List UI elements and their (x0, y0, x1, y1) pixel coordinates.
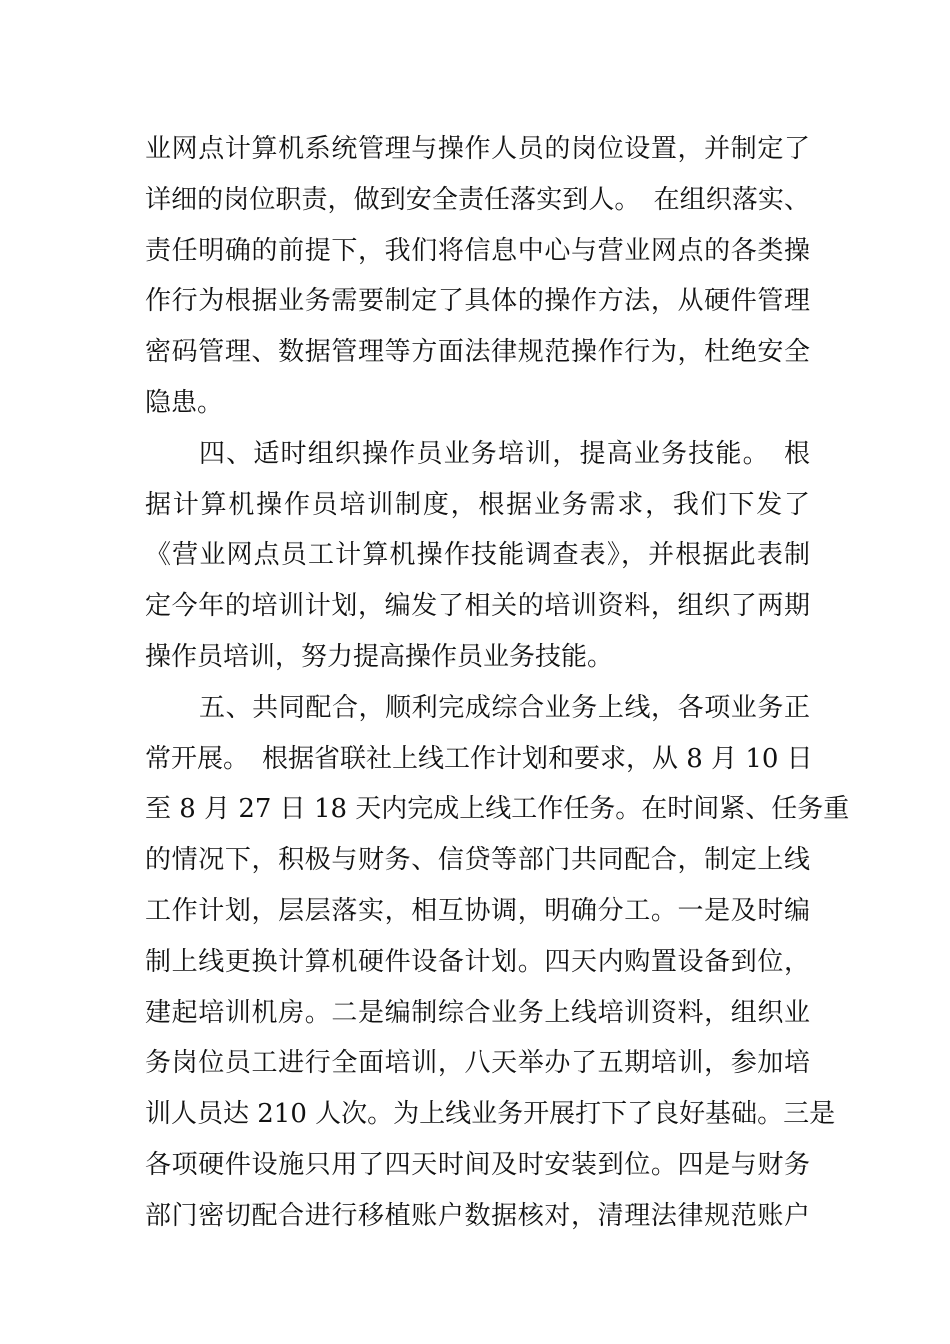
text-line: 训人员达 210 人次。为上线业务开展打下了良好基础。三是 (145, 1099, 836, 1130)
section-heading-line: 四、适时组织操作员业务培训，提高业务技能。 根 (199, 438, 810, 469)
body-text (145, 124, 850, 1242)
text-line: 详细的岗位职责，做到安全责任落实到人。 在组织落实、 (145, 184, 810, 215)
text-line: 隐患。 (145, 387, 224, 418)
text-line: 至 8 月 27 日 18 天内完成上线工作任务。在时间紧、任务重 (145, 794, 850, 825)
text-line: 作行为根据业务需要制定了具体的操作方法，从硬件管理 (145, 286, 810, 317)
text-line: 责任明确的前提下，我们将信息中心与营业网点的各类操 (145, 235, 810, 266)
text-line: 制上线更换计算机硬件设备计划。四天内购置设备到位， (145, 946, 810, 977)
text-line: 密码管理、数据管理等方面法律规范操作行为，杜绝安全 (145, 337, 810, 368)
text-line: 业网点计算机系统管理与操作人员的岗位设置，并制定了 (145, 134, 810, 164)
text-line: 各项硬件设施只用了四天时间及时安装到位。四是与财务 (145, 1149, 810, 1180)
text-line: 的情况下，积极与财务、信贷等部门共同配合，制定上线 (145, 845, 810, 876)
text-line: 定今年的培训计划，编发了相关的培训资料，组织了两期 (145, 591, 810, 622)
text-line: 操作员培训，努力提高操作员业务技能。 (145, 641, 614, 672)
text-line: 务岗位员工进行全面培训，八天举办了五期培训，参加培 (145, 1048, 810, 1079)
text-line: 常开展。 根据省联社上线工作计划和要求，从 8 月 10 日 (145, 743, 813, 774)
text-line: 据计算机操作员培训制度，根据业务需求，我们下发了 (145, 489, 810, 520)
text-line: 建起培训机房。二是编制综合业务上线培训资料，组织业 (145, 997, 810, 1028)
text-line: 部门密切配合进行移植账户数据核对，清理法律规范账户 (145, 1200, 810, 1231)
text-line: 工作计划，层层落实，相互协调，明确分工。一是及时编 (145, 895, 810, 926)
text-line: 《营业网点员工计算机操作技能调查表》，并根据此表制 (145, 540, 810, 571)
section-heading-line: 五、共同配合，顺利完成综合业务上线，各项业务正 (199, 692, 810, 723)
